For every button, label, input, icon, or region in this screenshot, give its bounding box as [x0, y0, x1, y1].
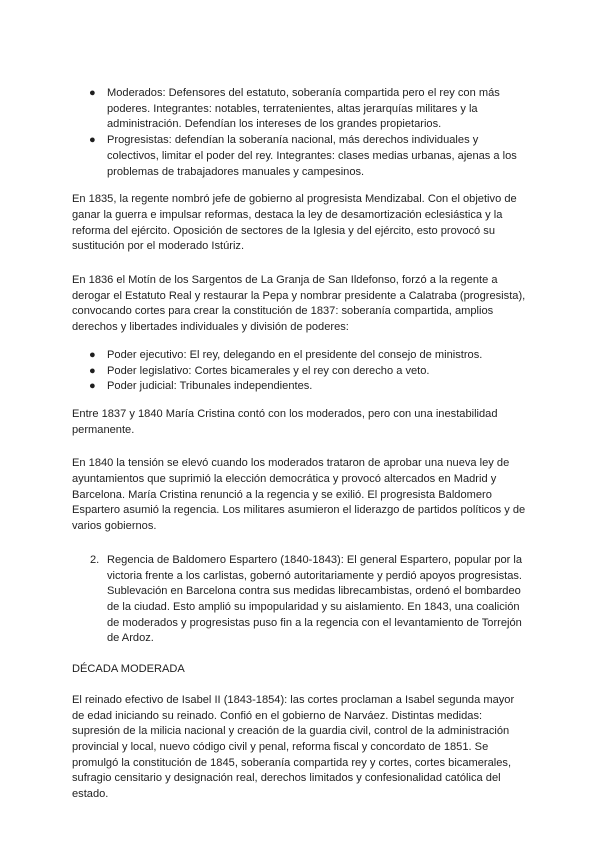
list-item-text: Progresistas: defendían la soberanía nacional, más derechos individuales y colectivos, limitar el poder del rey. Integrantes: clases medias urbanas, ajenas a los problemas de trabajadores manuales y campesinos. — [107, 134, 517, 178]
list-item — [72, 553, 528, 647]
list-item-text: Regencia de Baldomero Espartero (1840-1843): El general Espartero, popular por la victoria frente a los carlistas, gobernó autoritariamente y perdió apoyos progresistas. Sublevación en Barcelona contra sus medidas librecambistas, ordenó el bombardeo de la ciudad. Esto amplió su impopularidad y su aislamiento. En 1843, una coalición de moderados y progresistas puso fin a la regencia con el levantamiento de Torrejón de Ardoz. — [107, 553, 523, 645]
numbered-list — [72, 553, 528, 647]
document-page — [72, 86, 528, 803]
bullet-icon: ● — [89, 348, 96, 361]
list-item — [72, 379, 528, 395]
list-item — [72, 364, 528, 380]
powers-list — [72, 348, 528, 395]
bullet-icon: ● — [89, 380, 96, 393]
list-item-text: Poder legislativo: Cortes bicamerales y el rey con derecho a veto. — [107, 364, 430, 377]
list-number: 2. — [90, 553, 100, 566]
bullet-icon: ● — [89, 364, 96, 377]
paragraph-1836: En 1836 el Motín de los Sargentos de La Granja de San Ildefonso, forzó a la regente a derogar el Estatuto Real y restaurar la Pepa y nombrar presidente a Calatraba (progresista), convocando cortes para crear la constitución de 1837: soberanía compartida, amplios derechos y libertades individuales y división de poderes: — [72, 274, 526, 334]
list-item-text: Moderados: Defensores del estatuto, soberanía compartida pero el rey con más poderes. Integrantes: notables, terratenientes, altas jerarquías militares y la administración. Defendían los intereses de los grandes propietarios. — [107, 87, 500, 131]
list-item — [72, 348, 528, 364]
list-item-text: Poder ejecutivo: El rey, delegando en el presidente del consejo de ministros. — [107, 348, 483, 361]
bullet-icon: ● — [89, 134, 96, 147]
parties-list — [72, 86, 528, 180]
list-item — [72, 86, 528, 133]
section-heading: DÉCADA MODERADA — [72, 663, 185, 676]
paragraph-1837: Entre 1837 y 1840 María Cristina contó con los moderados, pero con una inestabilidad permanente. — [72, 407, 498, 436]
paragraph-1840: En 1840 la tensión se elevó cuando los moderados trataron de aprobar una nueva ley de ayuntamientos que suprimió la elección democrática y provocó altercados en Madrid y Barcelona. María Cristina renunció a la regencia y se exilió. El progresista Baldomero Espartero asumió la regencia. Los militares asumieron el liderazgo de partidos políticos y de varios gobiernos. — [72, 457, 526, 533]
list-item — [72, 133, 528, 180]
bullet-icon: ● — [89, 87, 96, 99]
list-item-text: Poder judicial: Tribunales independientes. — [107, 380, 313, 393]
paragraph-1835: En 1835, la regente nombró jefe de gobierno al progresista Mendizabal. Con el objetivo de ganar la guerra e impulsar reformas, destaca la ley de desamortización eclesiástica y la reforma del ejército. Oposición de sectores de la Iglesia y del ejército, esto provocó su sustitución por el moderado Istúriz. — [72, 193, 517, 253]
paragraph-isabel: El reinado efectivo de Isabel II (1843-1854): las cortes proclaman a Isabel segunda mayor de edad iniciando su reinado. Confió en el gobierno de Narváez. Distintas medidas: supresión de la milicia nacional y creación de la guardia civil, control de la administración provincial y local, nuevo código civil y penal, reforma fiscal y concordato de 1851. Se promulgó la constitución de 1845, soberanía compartida rey y cortes, cortes bicamerales, sufragio censitario y designación real, derechos limitados y confesionalidad católica del estado. — [72, 693, 515, 801]
